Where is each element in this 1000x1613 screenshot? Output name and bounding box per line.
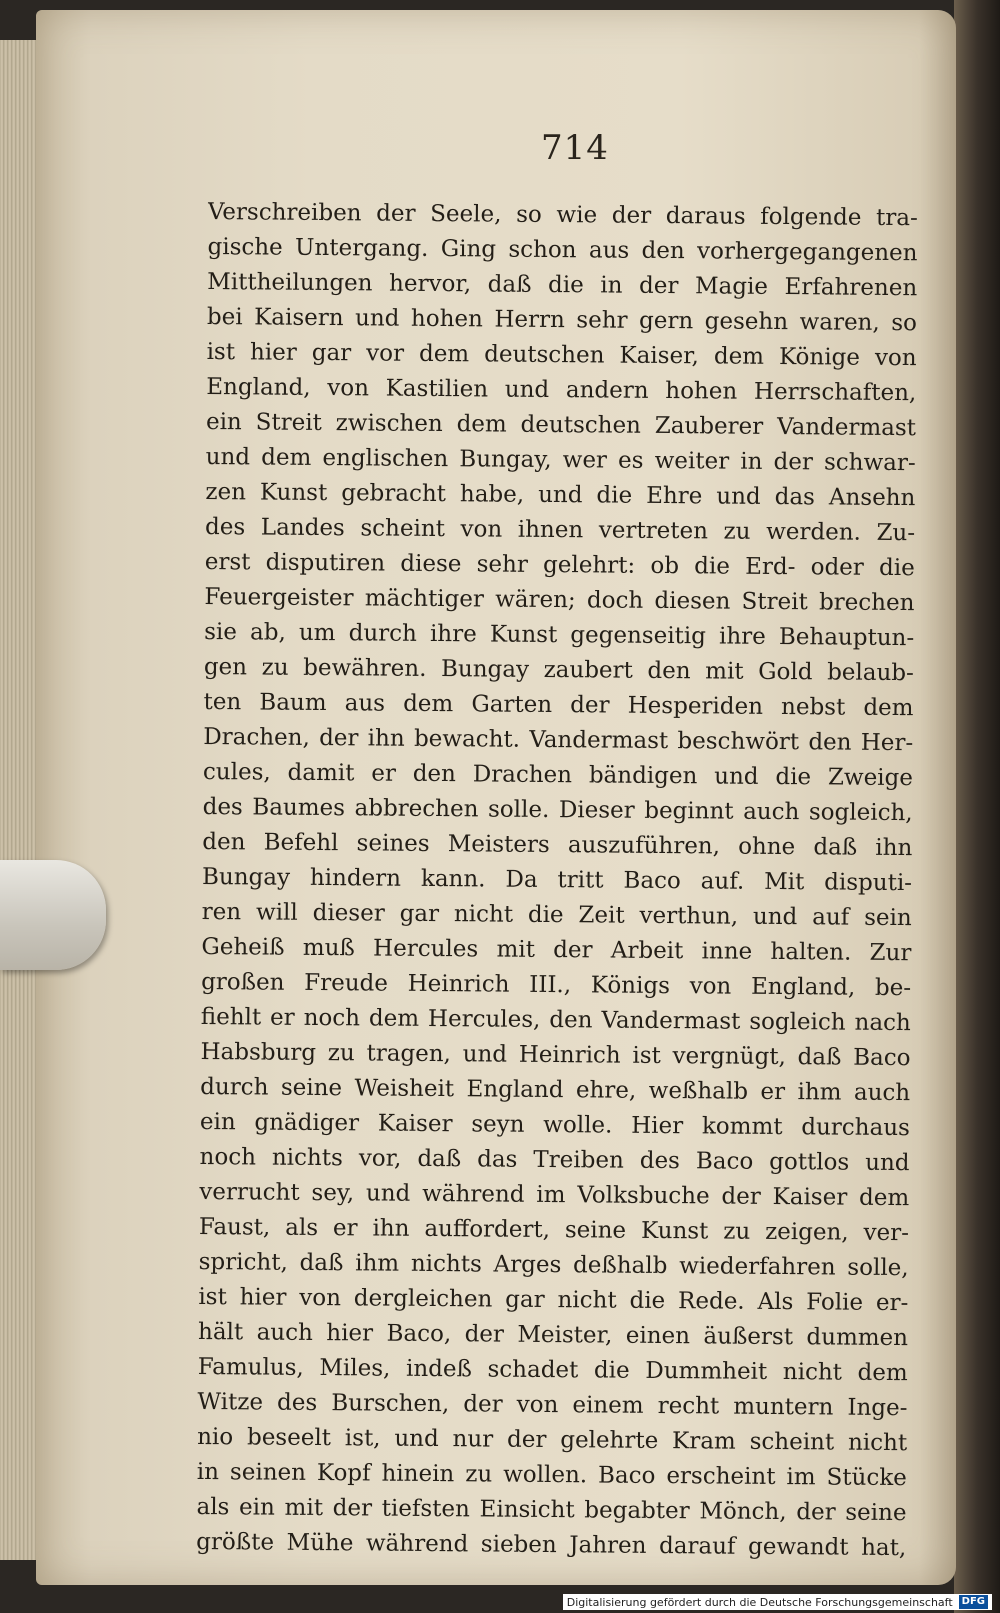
text-line: großen Freude Heinrich III., Königs von England, be- (201, 968, 912, 1002)
text-line: Bungay hindern kann. Da tritt Baco auf. Mit disputi- (201, 863, 913, 897)
text-line: Faust, als er ihn auffordert, seine Kunst zu zeigen, ver- (198, 1213, 910, 1247)
text-line: erst disputiren diese sehr gelehrt: ob die Erd- oder die (204, 548, 915, 582)
book-page (36, 10, 956, 1585)
text-line: England, von Kastilien und andern hohen Herrschaften, (206, 373, 917, 407)
text-line: größte Mühe während sieben Jahren darauf gewandt hat, (196, 1528, 907, 1562)
footer-credit-bar (563, 1594, 992, 1610)
text-line: durch seine Weisheit England ehre, weßhalb er ihm auch (200, 1073, 911, 1107)
text-line: ist hier gar vor dem deutschen Kaiser, dem Könige von (206, 338, 917, 372)
text-line: gen zu bewähren. Bungay zaubert den mit Gold belaub- (203, 653, 914, 687)
text-line: verrucht sey, und während im Volksbuche der Kaiser dem (199, 1178, 910, 1212)
page-clip (0, 860, 106, 970)
text-line: noch nichts vor, daß das Treiben des Baco gottlos und (199, 1143, 910, 1177)
text-line: in seinen Kopf hinein zu wollen. Baco erscheint im Stücke (196, 1458, 907, 1492)
page-number: 714 (541, 128, 609, 168)
text-line: hält auch hier Baco, der Meister, einen äußerst dummen (197, 1318, 909, 1352)
text-line: fiehlt er noch dem Hercules, den Vandermast sogleich nach (200, 1003, 911, 1037)
text-line: nio beseelt ist, und nur der gelehrte Kram scheint nicht (197, 1423, 908, 1457)
text-line: Witze des Burschen, der von einem recht muntern Inge- (197, 1388, 908, 1422)
text-line: Drachen, der ihn bewacht. Vandermast beschwört den Her- (203, 723, 914, 757)
text-line: bei Kaisern und hohen Herrn sehr gern gesehn waren, so (206, 303, 918, 337)
text-line: Habsburg zu tragen, und Heinrich ist vergnügt, daß Baco (200, 1038, 911, 1072)
text-line: als ein mit der tiefsten Einsicht begabter Mönch, der seine (196, 1493, 907, 1527)
text-line: Feuergeister mächtiger wären; doch diesen Streit brechen (204, 583, 915, 617)
text-line: ein Streit zwischen dem deutschen Zauberer Vandermast (205, 408, 917, 442)
text-line: sie ab, um durch ihre Kunst gegenseitig ihre Behauptun- (204, 618, 915, 652)
text-line: des Landes scheint von ihnen vertreten zu werden. Zu- (204, 513, 916, 547)
text-line: Verschreiben der Seele, so wie der daraus folgende tra- (207, 198, 918, 232)
text-line: Famulus, Miles, indeß schadet die Dummheit nicht dem (197, 1353, 908, 1387)
text-line: cules, damit er den Drachen bändigen und die Zweige (202, 758, 914, 792)
text-line: gische Untergang. Ging schon aus den vorhergegangenen (207, 233, 918, 267)
footer-credit-text: Digitalisierung gefördert durch die Deutsche Forschungsgemeinschaft (566, 1595, 953, 1609)
text-line: den Befehl seines Meisters auszuführen, ohne daß ihn (202, 828, 913, 862)
text-line: ren will dieser gar nicht die Zeit verthun, und auf sein (201, 898, 912, 932)
text-line: ist hier von dergleichen gar nicht die Rede. Als Folie er- (198, 1283, 909, 1317)
book-fold (954, 0, 1000, 1613)
text-line: und dem englischen Bungay, wer es weiter in der schwar- (205, 443, 916, 477)
page-text (196, 195, 918, 1566)
text-line: des Baumes abbrechen solle. Dieser beginnt auch sogleich, (202, 793, 913, 827)
text-line: ein gnädiger Kaiser seyn wolle. Hier kommt durchaus (199, 1108, 910, 1142)
text-line: spricht, daß ihm nichts Arges deßhalb wiederfahren solle, (198, 1248, 909, 1282)
text-line: Geheiß muß Hercules mit der Arbeit inne halten. Zur (201, 933, 912, 967)
text-line: Mittheilungen hervor, daß die in der Magie Erfahrenen (207, 268, 918, 302)
text-line: zen Kunst gebracht habe, und die Ehre und das Ansehn (205, 478, 916, 512)
text-line: ten Baum aus dem Garten der Hesperiden nebst dem (203, 688, 914, 722)
dfg-logo-icon: DFG (959, 1595, 988, 1609)
